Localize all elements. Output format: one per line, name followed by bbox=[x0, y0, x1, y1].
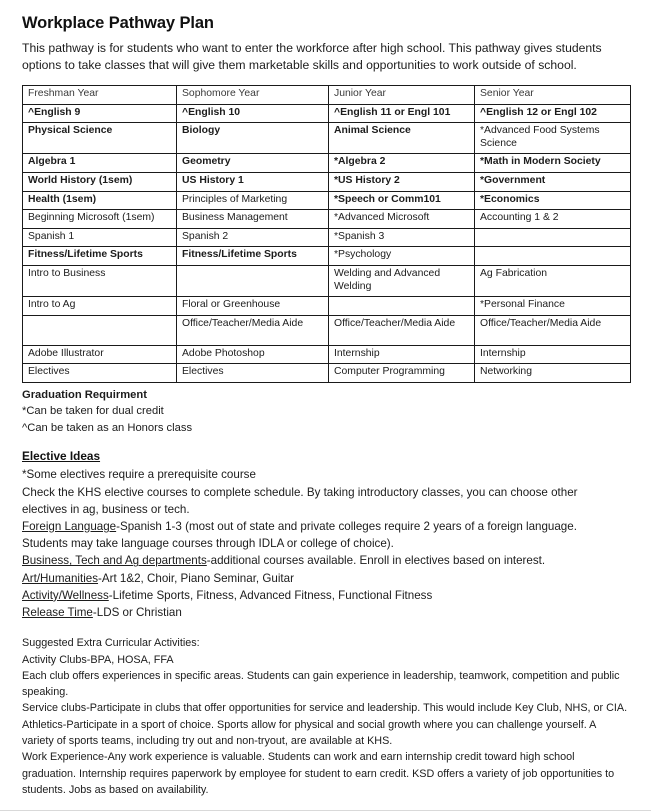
table-row bbox=[23, 154, 631, 173]
table-row bbox=[23, 345, 631, 364]
elective-item-text: -LDS or Christian bbox=[92, 606, 182, 619]
course-cell: Physical Science bbox=[23, 123, 177, 154]
course-cell bbox=[177, 265, 329, 296]
course-cell: *Economics bbox=[475, 191, 631, 210]
extra-curricular-line: Work Experience-Any work experience is valuable. Students can work and earn internship credit toward high school graduation. Internship requires paperwork by employee for student to earn credit. KSD offers a variety of job opportunities to students. Jobs as based on availability. bbox=[22, 751, 615, 796]
elective-check-note: Check the KHS elective courses to complete schedule. By taking introductory classes, you can choose other electives in ag, business or tech. bbox=[22, 485, 578, 516]
table-row bbox=[23, 315, 631, 345]
course-cell: Office/Teacher/Media Aide bbox=[329, 315, 475, 345]
course-cell: ^English 9 bbox=[23, 104, 177, 123]
table-row bbox=[23, 172, 631, 191]
extra-curricular-line: Activity Clubs-BPA, HOSA, FFA bbox=[22, 653, 174, 666]
pathway-plan-table bbox=[22, 85, 631, 383]
course-cell: Geometry bbox=[177, 154, 329, 173]
elective-item-label: Business, Tech and Ag departments bbox=[22, 554, 207, 568]
course-cell bbox=[23, 315, 177, 345]
elective-item-label: Foreign Language bbox=[22, 519, 117, 533]
course-cell: Algebra 1 bbox=[23, 154, 177, 173]
table-body bbox=[23, 85, 631, 382]
spacer bbox=[22, 621, 630, 635]
extra-curricular-line: Each club offers experiences in specific areas. Students can gain experience in leadership, teamwork, competition and public speaking. bbox=[22, 669, 620, 699]
course-cell: World History (1sem) bbox=[23, 172, 177, 191]
elective-item bbox=[22, 570, 622, 587]
table-row bbox=[23, 191, 631, 210]
course-cell: *Psychology bbox=[329, 247, 475, 266]
course-cell: *Advanced Food Systems Science bbox=[475, 123, 631, 154]
extra-curricular-line: Athletics-Participate in a sport of choice. Sports allow for physical and social growth where you can challenge yourself. A variety of sports teams, including try out and non-tryout, are available at KHS. bbox=[22, 718, 596, 747]
course-cell: Internship bbox=[329, 345, 475, 364]
elective-item-label: Art/Humanities bbox=[22, 571, 99, 585]
page-title: Workplace Pathway Plan bbox=[22, 14, 214, 32]
elective-ideas-section bbox=[22, 447, 630, 621]
extra-curricular-section bbox=[22, 635, 630, 798]
course-cell: *Speech or Comm101 bbox=[329, 191, 475, 210]
elective-ideas-heading: Elective Ideas bbox=[22, 449, 101, 464]
elective-prereq-note: *Some electives require a prerequisite course bbox=[22, 468, 256, 482]
elective-item-text: -Lifetime Sports, Fitness, Advanced Fitness, Functional Fitness bbox=[108, 588, 433, 602]
elective-item-list bbox=[22, 518, 630, 621]
course-cell: ^English 12 or Engl 102 bbox=[475, 104, 631, 123]
course-cell: Business Management bbox=[177, 210, 329, 229]
elective-item-label: Activity/Wellness bbox=[22, 588, 109, 602]
course-cell: *Math in Modern Society bbox=[475, 154, 631, 173]
course-cell: *Government bbox=[475, 172, 631, 191]
extra-curricular-line: Service clubs-Participate in clubs that offer opportunities for service and leadership. This would include Key Club, NHS, or CIA. bbox=[22, 702, 628, 715]
course-cell: Adobe Photoshop bbox=[177, 345, 329, 364]
course-cell bbox=[475, 247, 631, 266]
table-row bbox=[23, 364, 631, 383]
dual-credit-note: *Can be taken for dual credit bbox=[22, 405, 164, 418]
course-cell: Networking bbox=[475, 364, 631, 383]
course-cell: Spanish 1 bbox=[23, 228, 177, 247]
course-cell: Fitness/Lifetime Sports bbox=[177, 247, 329, 266]
course-cell: Animal Science bbox=[329, 123, 475, 154]
course-cell: Office/Teacher/Media Aide bbox=[177, 315, 329, 345]
elective-item-label: Release Time bbox=[22, 606, 93, 619]
course-cell: Accounting 1 & 2 bbox=[475, 210, 631, 229]
course-cell: Electives bbox=[177, 364, 329, 383]
column-header-3: Junior Year bbox=[329, 85, 475, 104]
spacer bbox=[22, 436, 630, 447]
course-cell: Electives bbox=[23, 364, 177, 383]
elective-item bbox=[22, 587, 622, 604]
course-cell: Computer Programming bbox=[329, 364, 475, 383]
course-cell: Office/Teacher/Media Aide bbox=[475, 315, 631, 345]
table-row bbox=[23, 247, 631, 266]
elective-item-text: -additional courses available. Enroll in electives based on interest. bbox=[206, 554, 546, 568]
course-cell: Spanish 2 bbox=[177, 228, 329, 247]
course-cell: Health (1sem) bbox=[23, 191, 177, 210]
course-cell bbox=[475, 228, 631, 247]
table-header-row bbox=[23, 85, 631, 104]
course-cell: Welding and Advanced Welding bbox=[329, 265, 475, 296]
course-cell: Floral or Greenhouse bbox=[177, 297, 329, 316]
column-header-2: Sophomore Year bbox=[177, 85, 329, 104]
course-cell: Principles of Marketing bbox=[177, 191, 329, 210]
elective-item bbox=[22, 604, 622, 621]
course-cell: *Personal Finance bbox=[475, 297, 631, 316]
course-cell: *US History 2 bbox=[329, 172, 475, 191]
elective-item bbox=[22, 552, 622, 569]
honors-class-note: ^Can be taken as an Honors class bbox=[22, 421, 193, 434]
elective-item bbox=[22, 518, 622, 552]
course-cell bbox=[329, 297, 475, 316]
course-cell: Fitness/Lifetime Sports bbox=[23, 247, 177, 266]
extra-curricular-lines bbox=[22, 652, 630, 799]
table-row bbox=[23, 210, 631, 229]
course-cell: *Spanish 3 bbox=[329, 228, 475, 247]
course-cell: ^English 11 or Engl 101 bbox=[329, 104, 475, 123]
table-row bbox=[23, 104, 631, 123]
course-cell: Intro to Business bbox=[23, 265, 177, 296]
course-cell: *Algebra 2 bbox=[329, 154, 475, 173]
course-cell: ^English 10 bbox=[177, 104, 329, 123]
table-row bbox=[23, 228, 631, 247]
course-cell: US History 1 bbox=[177, 172, 329, 191]
graduation-requirement-heading: Graduation Requirment bbox=[22, 388, 147, 401]
table-row bbox=[23, 123, 631, 154]
course-cell: Adobe Illustrator bbox=[23, 345, 177, 364]
table-row bbox=[23, 265, 631, 296]
table-row bbox=[23, 297, 631, 316]
graduation-requirement-notes bbox=[22, 387, 630, 437]
course-cell: *Advanced Microsoft bbox=[329, 210, 475, 229]
course-cell: Intro to Ag bbox=[23, 297, 177, 316]
column-header-1: Freshman Year bbox=[23, 85, 177, 104]
course-cell: Internship bbox=[475, 345, 631, 364]
course-cell: Ag Fabrication bbox=[475, 265, 631, 296]
elective-item-text: -Art 1&2, Choir, Piano Seminar, Guitar bbox=[98, 571, 294, 585]
column-header-4: Senior Year bbox=[475, 85, 631, 104]
intro-paragraph: This pathway is for students who want to enter the workforce after high school. This pathway gives students options to take classes that will give them marketable skills and opportunities to work outside of school. bbox=[22, 40, 602, 73]
course-cell: Biology bbox=[177, 123, 329, 154]
elective-item-text: -Spanish 1-3 (most out of state and private colleges require 2 years of a foreign language. Students may take language courses through IDLA or college of choice). bbox=[22, 519, 577, 551]
course-cell: Beginning Microsoft (1sem) bbox=[23, 210, 177, 229]
extra-curricular-heading: Suggested Extra Curricular Activities: bbox=[22, 637, 200, 650]
